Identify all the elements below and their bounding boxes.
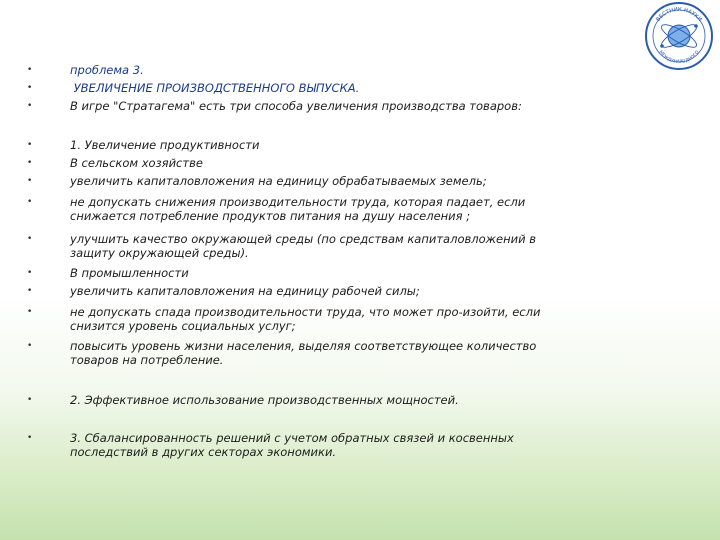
text-line-4: В сельском хозяйстве [70,156,203,170]
text-line-11: увеличить капиталовложения на единицу рабочей силы; [70,284,420,298]
text-line-2: В игре "Стратагема" есть три способа увеличения производства товаров: [70,99,522,113]
bullet-17: • [27,433,33,443]
logo-text-bottom: МЕЖДУНАРОДНОГО [657,49,701,66]
bullet-14: • [27,341,33,351]
text-line-13: снизится уровень социальных услуг; [70,319,296,333]
bullet-11: • [27,286,33,296]
bullet-0: • [27,65,33,75]
text-line-6: не допускать снижения производительности труда, которая падает, если [70,195,526,209]
text-line-5: увеличить капиталовложения на единицу обрабатываемых земель; [70,174,487,188]
text-line-1: УВЕЛИЧЕНИЕ ПРОИЗВОДСТВЕННОГО ВЫПУСКА. [70,81,360,95]
text-line-7: снижается потребление продуктов питания на душу населения ; [70,209,471,223]
text-line-14: повысить уровень жизни населения, выделяя соответствующее количество [70,339,537,353]
text-line-10: В промышленности [70,266,189,280]
bullet-4: • [27,158,33,168]
bullet-3: • [27,140,33,150]
bullet-16: • [27,395,33,405]
bullet-2: • [27,101,33,111]
text-line-9: защиту окружающей среды). [70,246,249,260]
text-line-3: 1. Увеличение продуктивности [70,138,260,152]
text-line-17: 3. Сбалансированность решений с учетом обратных связей и косвенных [70,431,514,445]
bullet-10: • [27,268,33,278]
bullet-6: • [27,197,33,207]
bullet-8: • [27,234,33,244]
text-line-0: проблема 3. [70,63,144,77]
logo-text-top: ВЕСТНИК НАУКИ [655,6,703,23]
text-line-12: не допускать спада производительности труда, что может про-изойти, если [70,305,541,319]
text-line-15: товаров на потребление. [70,353,224,367]
text-line-8: улучшить качество окружающей среды (по средствам капиталовложений в [70,232,536,246]
bullet-12: • [27,307,33,317]
text-line-16: 2. Эффективное использование производственных мощностей. [70,393,459,407]
bullet-1: • [27,83,33,93]
bullet-5: • [27,176,33,186]
text-line-18: последствий в других секторах экономики. [70,445,337,459]
